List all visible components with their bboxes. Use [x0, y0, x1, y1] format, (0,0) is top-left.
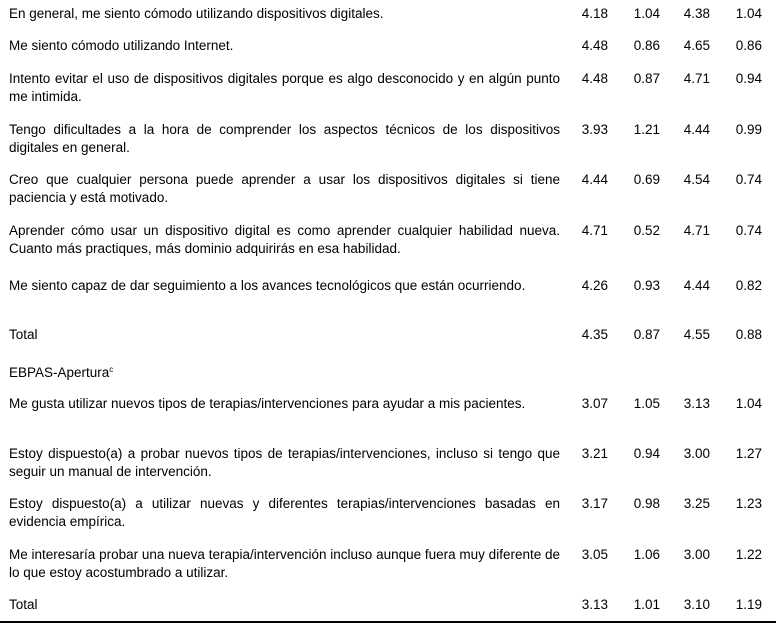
- mean-1: 3.07: [581, 396, 608, 411]
- total-label: Total: [9, 597, 38, 612]
- sd-2: 1.19: [735, 597, 762, 612]
- section-superscript: c: [109, 365, 114, 374]
- item-text: Me interesaría probar una nueva terapia/intervención incluso aunque fuera muy diferente de lo que estoy acostumbrado a utilizar.: [9, 547, 560, 580]
- mean-1: 3.21: [581, 446, 608, 461]
- sd-2: 0.82: [735, 278, 762, 293]
- item-text: Creo que cualquier persona puede aprender a usar los dispositivos digitales si tiene paciencia y está motivado.: [9, 172, 560, 205]
- mean-2: 4.44: [683, 122, 710, 137]
- mean-2: 3.10: [683, 597, 710, 612]
- mean-1: 4.18: [581, 6, 608, 21]
- total-label: Total: [9, 327, 38, 342]
- mean-2: 4.71: [683, 71, 710, 86]
- mean-2: 4.54: [683, 172, 710, 187]
- item-text: Estoy dispuesto(a) a utilizar nuevas y diferentes terapias/intervenciones basadas en evidencia empírica.: [9, 496, 560, 529]
- mean-1: 4.35: [581, 327, 608, 342]
- sd-2: 1.04: [735, 396, 762, 411]
- mean-1: 4.44: [581, 172, 608, 187]
- sd-1: 0.98: [633, 496, 660, 511]
- mean-2: 4.38: [683, 6, 710, 21]
- sd-2: 1.27: [735, 446, 762, 461]
- sd-1: 0.87: [633, 327, 660, 342]
- mean-1: 3.13: [581, 597, 608, 612]
- mean-1: 4.48: [581, 71, 608, 86]
- item-text: Me siento cómodo utilizando Internet.: [9, 38, 234, 53]
- sd-2: 0.86: [735, 38, 762, 53]
- item-text: Me gusta utilizar nuevos tipos de terapias/intervenciones para ayudar a mis pacientes.: [9, 396, 526, 411]
- sd-2: 1.22: [735, 547, 762, 562]
- sd-1: 1.01: [633, 597, 660, 612]
- sd-2: 0.74: [735, 172, 762, 187]
- sd-1: 0.86: [633, 38, 660, 53]
- sd-2: 1.23: [735, 496, 762, 511]
- sd-1: 0.69: [633, 172, 660, 187]
- mean-1: 4.26: [581, 278, 608, 293]
- mean-2: 4.65: [683, 38, 710, 53]
- item-text: Estoy dispuesto(a) a probar nuevos tipos de terapias/intervenciones, incluso si tengo que seguir un manual de intervención.: [9, 446, 560, 479]
- section-label: EBPAS-Apertura: [9, 365, 110, 380]
- mean-2: 3.13: [683, 396, 710, 411]
- sd-1: 1.06: [633, 547, 660, 562]
- sd-2: 0.74: [735, 223, 762, 238]
- sd-2: 0.99: [735, 122, 762, 137]
- mean-2: 3.25: [683, 496, 710, 511]
- sd-1: 0.93: [633, 278, 660, 293]
- mean-2: 3.00: [683, 547, 710, 562]
- item-text: Tengo dificultades a la hora de comprender los aspectos técnicos de los dispositivos digitales en general.: [9, 122, 560, 155]
- mean-2: 4.44: [683, 278, 710, 293]
- sd-1: 0.94: [633, 446, 660, 461]
- sd-1: 0.52: [633, 223, 660, 238]
- sd-2: 0.88: [735, 327, 762, 342]
- mean-1: 3.17: [581, 496, 608, 511]
- sd-1: 1.21: [633, 122, 660, 137]
- mean-1: 4.48: [581, 38, 608, 53]
- mean-1: 3.05: [581, 547, 608, 562]
- sd-1: 1.05: [633, 396, 660, 411]
- mean-2: 4.55: [683, 327, 710, 342]
- item-text: En general, me siento cómodo utilizando dispositivos digitales.: [9, 6, 384, 21]
- sd-2: 0.94: [735, 71, 762, 86]
- item-text: Me siento capaz de dar seguimiento a los avances tecnológicos que están ocurriendo.: [9, 278, 526, 293]
- table-bottom-rule: [0, 621, 776, 623]
- mean-2: 3.00: [683, 446, 710, 461]
- sd-1: 1.04: [633, 6, 660, 21]
- item-text: Aprender cómo usar un dispositivo digital es como aprender cualquier habilidad nueva. Cuanto más practiques, más dominio adquirirás en esa habilidad.: [9, 223, 560, 256]
- sd-1: 0.87: [633, 71, 660, 86]
- mean-2: 4.71: [683, 223, 710, 238]
- mean-1: 4.71: [581, 223, 608, 238]
- item-text: Intento evitar el uso de dispositivos digitales porque es algo desconocido y en algún punto me intimida.: [9, 71, 560, 104]
- sd-2: 1.04: [735, 6, 762, 21]
- mean-1: 3.93: [581, 122, 608, 137]
